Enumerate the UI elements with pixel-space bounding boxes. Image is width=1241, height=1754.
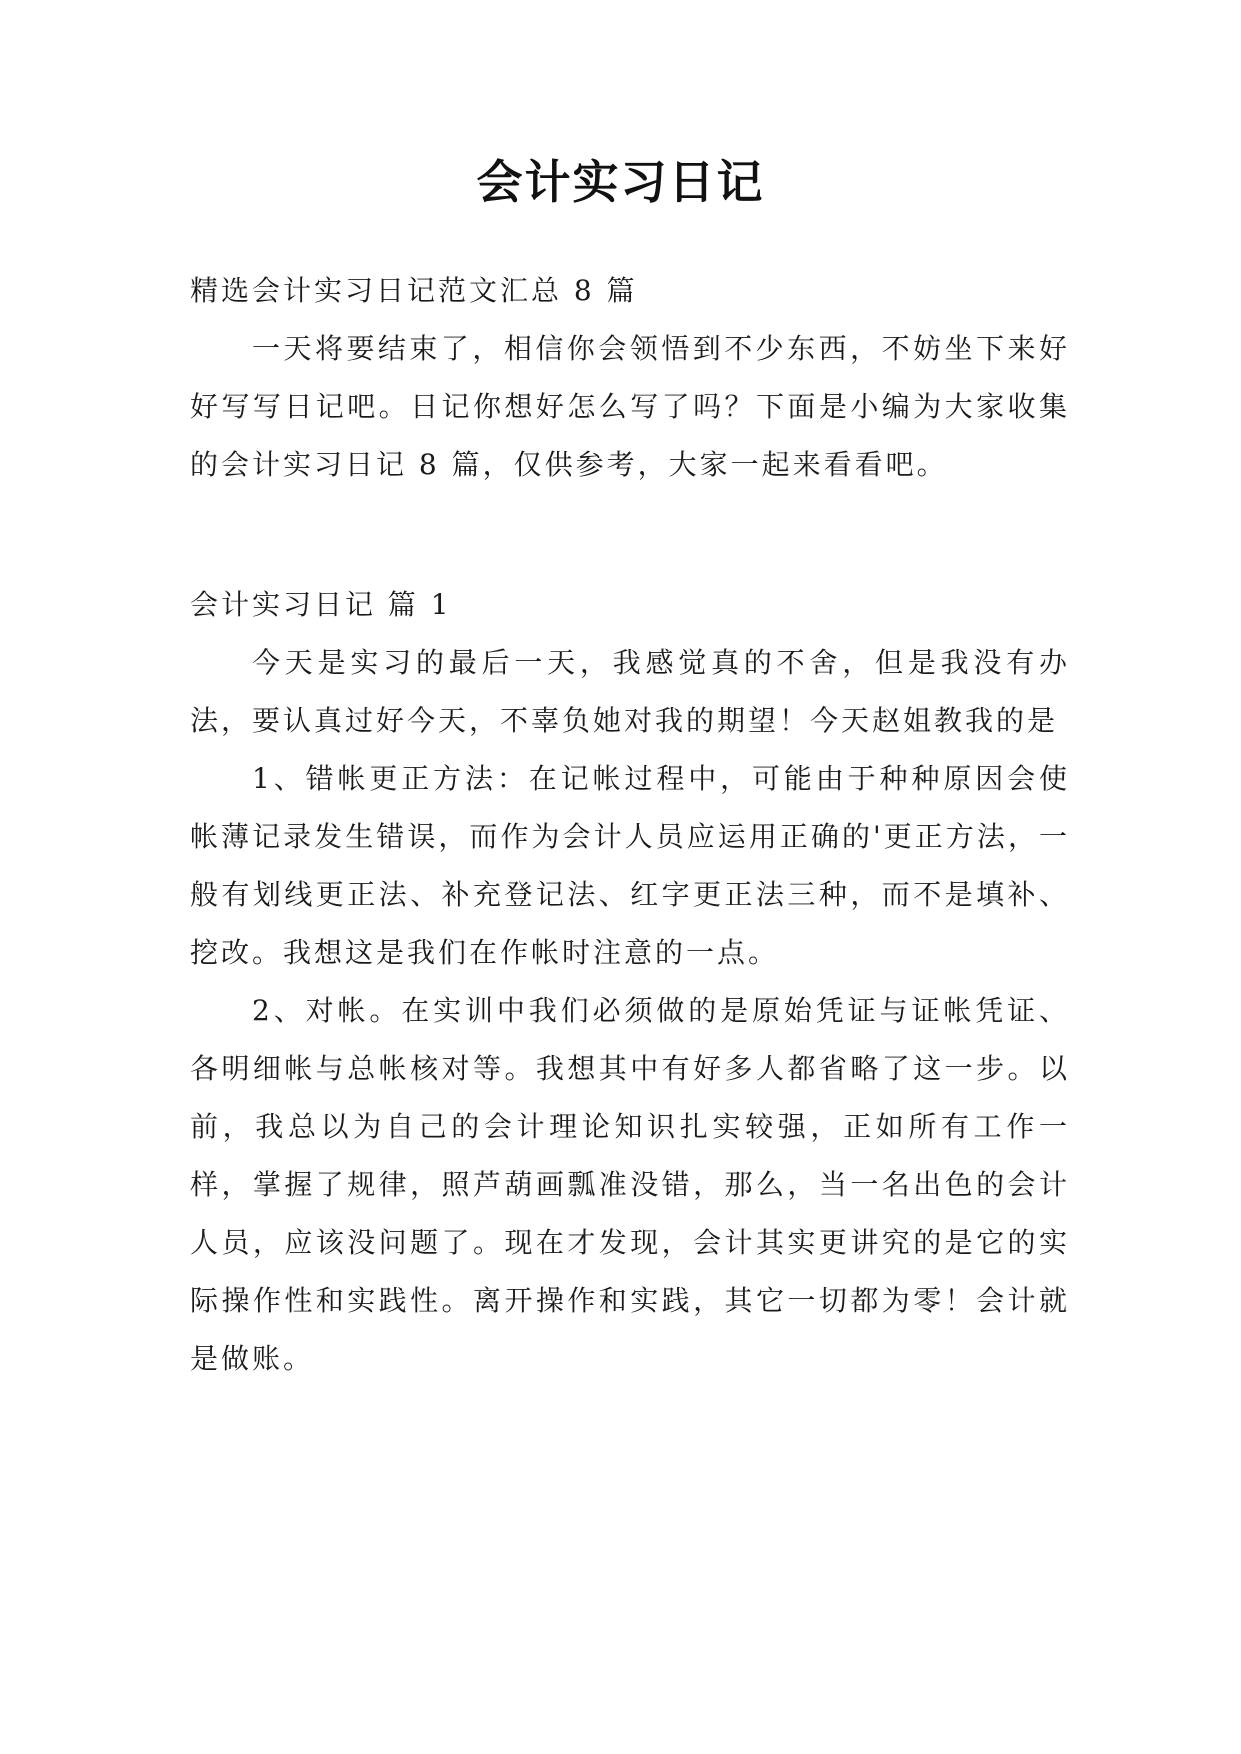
section-heading: 会计实习日记 篇 1 — [190, 588, 452, 621]
intro-heading: 精选会计实习日记范文汇总 8 篇 — [190, 274, 638, 307]
intro-paragraph: 一天将要结束了，相信你会领悟到不少东西，不妨坐下来好好写写日记吧。日记你想好怎么写了吗？下面是小编为大家收集的会计实习日记 8 篇，仅供参考，大家一起来看看吧。 — [190, 332, 1070, 481]
section-paragraph: 今天是实习的最后一天，我感觉真的不舍，但是我没有办法，要认真过好今天，不辜负她对我的期望！今天赵姐教我的是 — [190, 646, 1070, 737]
section-spacer — [190, 494, 1070, 576]
section-paragraph: 2、对帐。在实训中我们必须做的是原始凭证与证帐凭证、各明细帐与总帐核对等。我想其中有好多人都省略了这一步。以前，我总以为自己的会计理论知识扎实较强，正如所有工作一样，掌握了规律，照芦葫画瓢准没错，那么，当一名出色的会计人员，应该没问题了。现在才发现，会计其实更讲究的是它的实际操作性和实践性。离开操作和实践，其它一切都为零！会计就是做账。 — [190, 994, 1070, 1375]
document-body — [190, 262, 1070, 1388]
document-title: 会计实习日记 — [476, 155, 765, 209]
section-paragraph: 1、错帐更正方法：在记帐过程中，可能由于种种原因会使帐薄记录发生错误，而作为会计人员应运用正确的'更正方法，一般有划线更正法、补充登记法、红字更正法三种，而不是填补、挖改。我想这是我们在作帐时注意的一点。 — [190, 762, 1070, 969]
